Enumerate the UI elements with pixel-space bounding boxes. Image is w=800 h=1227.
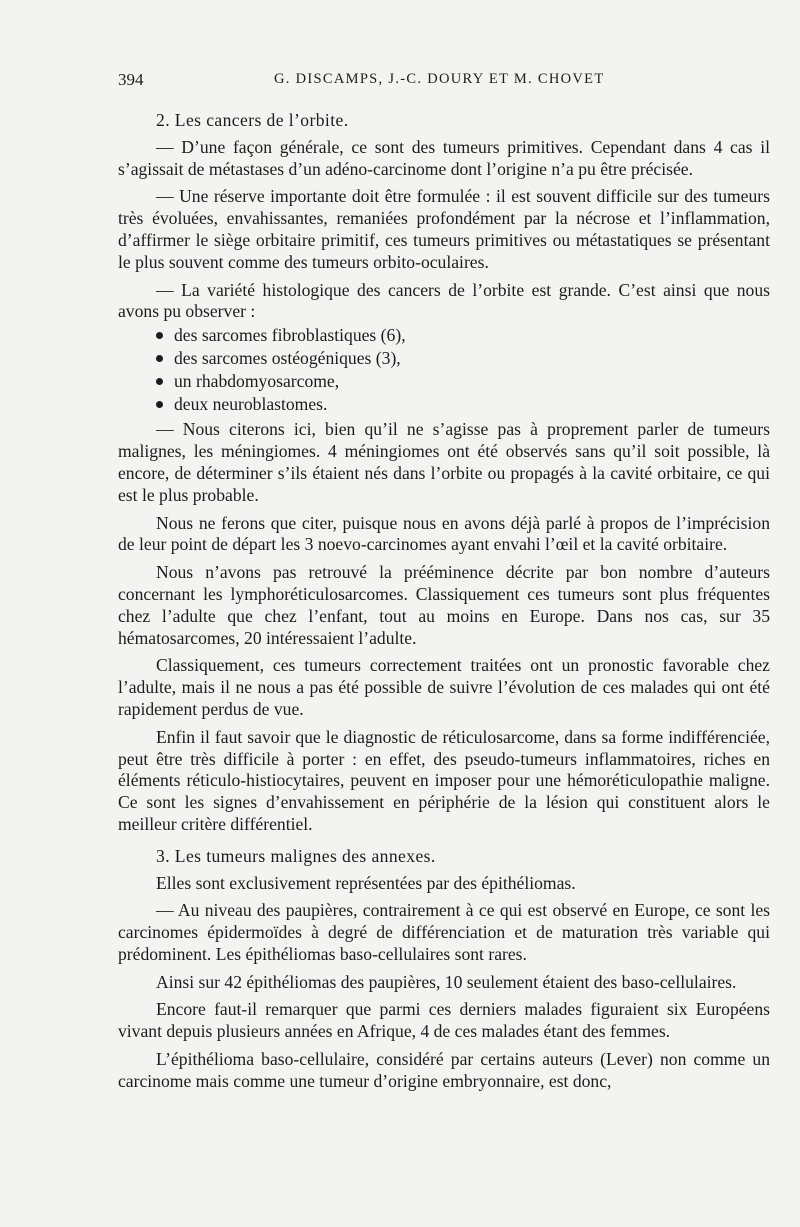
page-header: [118, 70, 772, 94]
paragraph: Nous n’avons pas retrouvé la prééminence décrite par bon nombre d’auteurs concernant les lymphoréticulosarcomes. Classiquement ces tumeurs sont plus fréquentes chez l’adulte que chez l’enfant, tout au moins en Europe. Dans nos cas, sur 35 hématosarcomes, 20 intéressaient l’adulte.: [118, 562, 770, 648]
paragraph: — La variété histologique des cancers de l’orbite est grande. C’est ainsi que nous avons pu observer :: [118, 279, 770, 322]
list-item: [156, 348, 770, 370]
histology-list: [118, 325, 770, 415]
bullet-icon: [156, 332, 163, 339]
paragraph: — Au niveau des paupières, contrairement à ce qui est observé en Europe, ce sont les carcinomes épidermoïdes à degré de différenciation et de maturation très variable qui prédominent. Les épithéliomas baso-cellulaires sont rares.: [118, 900, 770, 964]
list-item-text: deux neuroblastomes.: [174, 393, 328, 414]
paragraph: Classiquement, ces tumeurs correctement traitées ont un pronostic favorable chez l’adulte, mais il ne nous a pas été possible de suivre l’évolution de ces malades qui ont été rapidement perdus de vue.: [118, 655, 770, 719]
list-item: [156, 371, 770, 393]
section-heading-orbit-cancers: 2. Les cancers de l’orbite.: [156, 110, 349, 130]
list-item: [156, 394, 770, 416]
bullet-icon: [156, 401, 163, 408]
paragraph: — Nous citerons ici, bien qu’il ne s’agisse pas à proprement parler de tumeurs malignes, les méningiomes. 4 méningiomes ont été observés sans qu’il soit possible, là encore, de déterminer s’ils étaient nés dans l’orbite ou propagés à la cavité orbitaire, ce qui est le plus probable.: [118, 419, 770, 505]
paragraph: — D’une façon générale, ce sont des tumeurs primitives. Cependant dans 4 cas il s’agissait de métastases d’un adéno-carcinome dont l’origine n’a pu être précisée.: [118, 136, 770, 179]
running-head: G. DISCAMPS, J.-C. DOURY ET M. CHOVET: [274, 71, 605, 87]
list-item-text: un rhabdomyosarcome,: [174, 370, 340, 391]
section-heading-adnexa-tumors: 3. Les tumeurs malignes des annexes.: [156, 845, 436, 866]
paragraph: Enfin il faut savoir que le diagnostic de réticulosarcome, dans sa forme indifférenciée, peut être très difficile à porter : en effet, des pseudo-tumeurs inflammatoires, riches en éléments réticulo-histiocytaires, peuvent en imposer pour une hémoréticulopathie maligne. Ce sont les signes d’envahissement en périphérie de la lésion qui constituent alors le meilleur critère différentiel.: [118, 726, 770, 834]
body-text: [118, 110, 770, 1099]
list-item: [156, 325, 770, 347]
paragraph: Ainsi sur 42 épithéliomas des paupières, 10 seulement étaient des baso-cellulaires.: [156, 971, 737, 992]
paragraph: Nous ne ferons que citer, puisque nous en avons déjà parlé à propos de l’imprécision de leur point de départ les 3 noevo-carcinomes ayant envahi l’œil et la cavité orbitaire.: [118, 512, 770, 555]
list-item-text: des sarcomes fibroblastiques (6),: [174, 325, 406, 346]
list-item-text: des sarcomes ostéogéniques (3),: [174, 347, 401, 368]
bullet-icon: [156, 355, 163, 362]
paragraph: Elles sont exclusivement représentées par des épithéliomas.: [156, 872, 576, 893]
paragraph: Encore faut-il remarquer que parmi ces derniers malades figuraient six Européens vivant depuis plusieurs années en Afrique, 4 de ces malades étant des femmes.: [118, 999, 770, 1042]
page-number: 394: [118, 70, 144, 89]
paragraph: — Une réserve importante doit être formulée : il est souvent difficile sur des tumeurs très évoluées, envahissantes, remaniées profondément par la nécrose et l’inflammation, d’affirmer le siège orbitaire primitif, ces tumeurs primitives ou métastatiques se présentant le plus souvent comme des tumeurs orbito-oculaires.: [118, 186, 770, 272]
bullet-icon: [156, 378, 163, 385]
paragraph: L’épithélioma baso-cellulaire, considéré par certains auteurs (Lever) non comme un carcinome mais comme une tumeur d’origine embryonnaire, est donc,: [118, 1049, 770, 1091]
